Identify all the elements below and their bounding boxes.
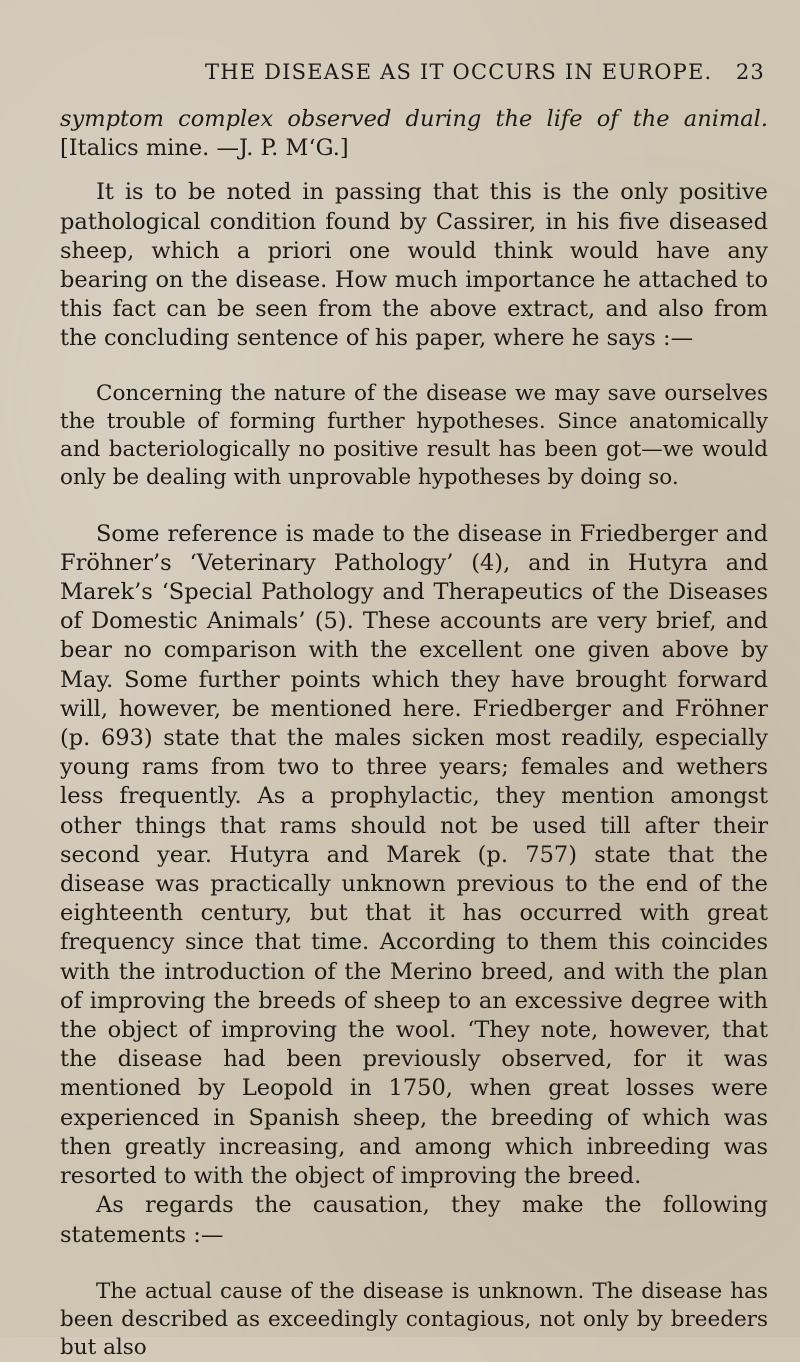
- editor-note: [Italics mine. —J. P. M‘G.]: [60, 135, 349, 162]
- block-quote: Concerning the nature of the disease we may save ourselves the trouble of forming further hypotheses. Since anatomically and bacteriologically no positive result has been got—we would only be dealing with unprovable hypotheses by doing so.: [60, 380, 768, 490]
- page-number: 23: [735, 60, 765, 84]
- block-quote-cause: The actual cause of the disease is unknown. The disease has been described as exceedingly contagious, not only by breeders but also: [60, 1278, 768, 1360]
- running-title: THE DISEASE AS IT OCCURS IN EUROPE.: [205, 60, 713, 84]
- page-body: [60, 105, 768, 1362]
- paragraph-references: Some reference is made to the disease in Friedberger and Fröhner’s ‘Veterinary Pathology’ (4), and in Hutyra and Marek’s ‘Special Pathology and Therapeutics of the Diseases of Domestic Animals’ (5). These accounts are very brief, and bear no comparison with the excellent one given above by May. Some further points which they have brought forward will, however, be mentioned here. Friedberger and Fröhner (p. 693) state that the males sicken most readily, especially young rams from two to three years; females and wethers less frequently. As a prophylactic, they mention amongst other things that rams should not be used till after their second year. Hutyra and Marek (p. 757) state that the disease was practically unknown previous to the end of the eighteenth century, but that it has occurred with great frequency since that time. According to them this coincides with the introduction of the Merino breed, and with the plan of improving the breeds of sheep to an excessive degree with the object of improving the wool. ‘They note, however, that the disease had been previously observed, for it was mentioned by Leopold in 1750, when great losses were experienced in Spanish sheep, the breeding of which was then greatly increasing, and among which inbreeding was resorted to with the object of improving the breed.: [60, 520, 768, 1190]
- paragraph-cassirer: It is to be noted in passing that this is the only positive pathological condition found by Cassirer, in his five diseased sheep, which a priori one would think would have any bearing on the disease. How much importance he attached to this fact can be seen from the above extract, and also from the concluding sentence of his paper, where he says :—: [60, 179, 768, 352]
- continued-paragraph: [60, 105, 768, 163]
- italic-fragment: symptom complex observed during the life of the animal.: [60, 106, 768, 132]
- running-head: [205, 60, 765, 84]
- paragraph-causation: As regards the causation, they make the following statements :—: [60, 1192, 768, 1248]
